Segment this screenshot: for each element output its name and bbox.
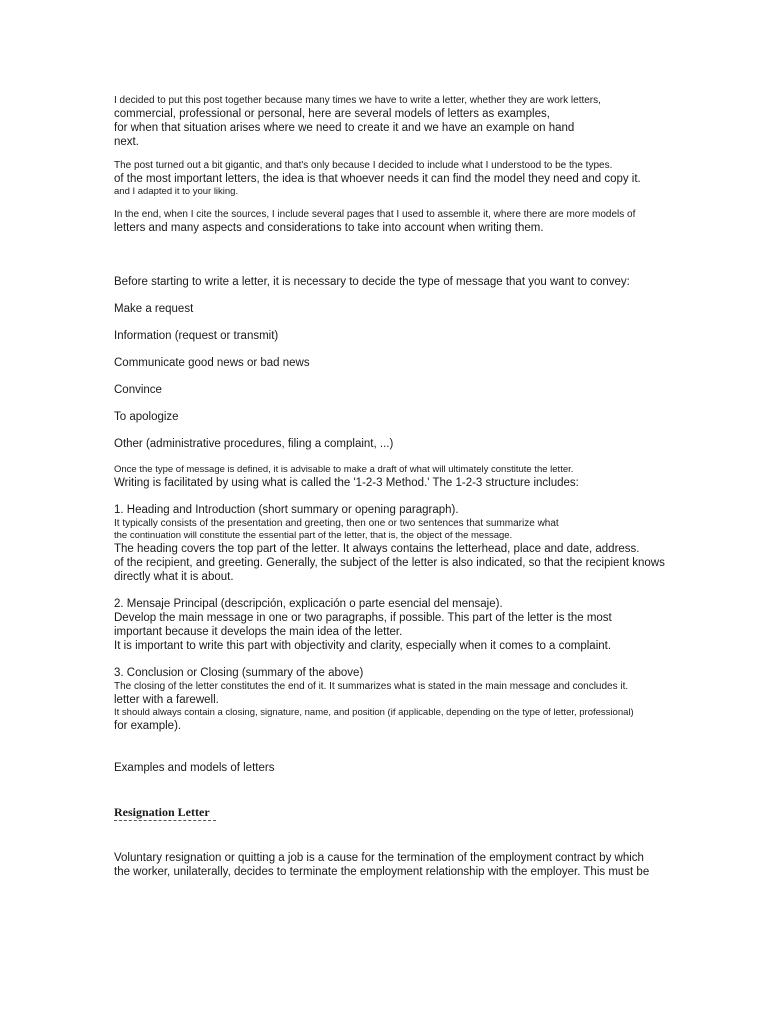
spacer (114, 584, 744, 597)
resignation-heading: Resignation Letter (114, 805, 216, 821)
section2-line: 2. Mensaje Principal (descripción, explicación o parte esencial del mensaje). (114, 598, 503, 610)
spacer (114, 198, 744, 208)
message-type-item: Communicate good news or bad news (114, 357, 310, 369)
spacer (114, 289, 744, 302)
sources-paragraph (114, 208, 744, 235)
intro-line: I decided to put this post together because many times we have to write a letter, whether they are work letters, (114, 95, 601, 106)
resignation-line: Voluntary resignation or quitting a job is a cause for the termination of the employment contract by which (114, 852, 644, 864)
spacer (114, 775, 744, 803)
resignation-heading-wrap (114, 803, 744, 821)
section3-line: It should always contain a closing, signature, name, and position (if applicable, depending on the type of letter, professional) (114, 707, 634, 718)
spacer (114, 149, 744, 159)
spacer (114, 821, 744, 851)
intro-line: for when that situation arises where we need to create it and we have an example on hand (114, 122, 575, 134)
resignation-line: the worker, unilaterally, decides to terminate the employment relationship with the employer. This must be (114, 866, 650, 878)
section-main-message (114, 597, 744, 653)
document-body (114, 94, 744, 879)
section1-line: the continuation will constitute the essential part of the letter, that is, the object of the message. (114, 530, 513, 541)
message-type-item: Other (administrative procedures, filing a complaint, ...) (114, 438, 394, 450)
before-text: Before starting to write a letter, it is necessary to decide the type of message that you want to convey: (114, 276, 630, 288)
section2-line: Develop the main message in one or two paragraphs, if possible. This part of the letter is the most (114, 612, 612, 624)
examples-title: Examples and models of letters (114, 762, 275, 774)
message-type-item: Convince (114, 384, 162, 396)
resignation-paragraph (114, 851, 744, 879)
sources-line: letters and many aspects and considerations to take into account when writing them. (114, 222, 544, 234)
sources-line: In the end, when I cite the sources, I include several pages that I used to assemble it, where there are more models of (114, 209, 636, 220)
method-intro-line: Writing is facilitated by using what is called the '1-2-3 Method.' The 1-2-3 structure includes: (114, 477, 579, 489)
section1-line: The heading covers the top part of the letter. It always contains the letterhead, place and date, address. (114, 543, 640, 555)
spacer (114, 490, 744, 503)
section-conclusion (114, 666, 744, 733)
method-intro-line: Once the type of message is defined, it is advisable to make a draft of what will ultimately constitute the letter. (114, 464, 574, 475)
section1-line: directly what it is about. (114, 571, 234, 583)
post-line: and I adapted it to your liking. (114, 186, 239, 197)
post-line: of the most important letters, the idea is that whoever needs it can find the model they need and copy it. (114, 173, 641, 185)
spacer (114, 235, 744, 275)
section1-line: 1. Heading and Introduction (short summary or opening paragraph). (114, 504, 459, 516)
method-intro-paragraph (114, 464, 744, 490)
intro-line: next. (114, 136, 139, 148)
section2-line: It is important to write this part with objectivity and clarity, especially when it comes to a complaint. (114, 640, 612, 652)
section3-line: letter with a farewell. (114, 694, 219, 706)
message-type-list (114, 302, 744, 451)
post-paragraph (114, 159, 744, 198)
section-heading-introduction (114, 503, 744, 584)
spacer (114, 653, 744, 666)
message-type-item: Make a request (114, 303, 194, 315)
section2-line: important because it develops the main idea of the letter. (114, 626, 403, 638)
post-line: The post turned out a bit gigantic, and that's only because I decided to include what I understood to be the types. (114, 160, 613, 171)
section1-line: It typically consists of the presentation and greeting, then one or two sentences that summarize what (114, 518, 559, 529)
message-type-item: Information (request or transmit) (114, 330, 279, 342)
intro-paragraph (114, 94, 744, 149)
intro-line: commercial, professional or personal, here are several models of letters as examples, (114, 108, 550, 120)
message-type-item: To apologize (114, 411, 179, 423)
spacer (114, 733, 744, 761)
section3-line: 3. Conclusion or Closing (summary of the above) (114, 667, 364, 679)
section3-line: The closing of the letter constitutes the end of it. It summarizes what is stated in the main message and concludes it. (114, 681, 629, 692)
section1-line: of the recipient, and greeting. Generally, the subject of the letter is also indicated, so that the recipient knows (114, 557, 665, 569)
section3-line: for example). (114, 720, 182, 732)
